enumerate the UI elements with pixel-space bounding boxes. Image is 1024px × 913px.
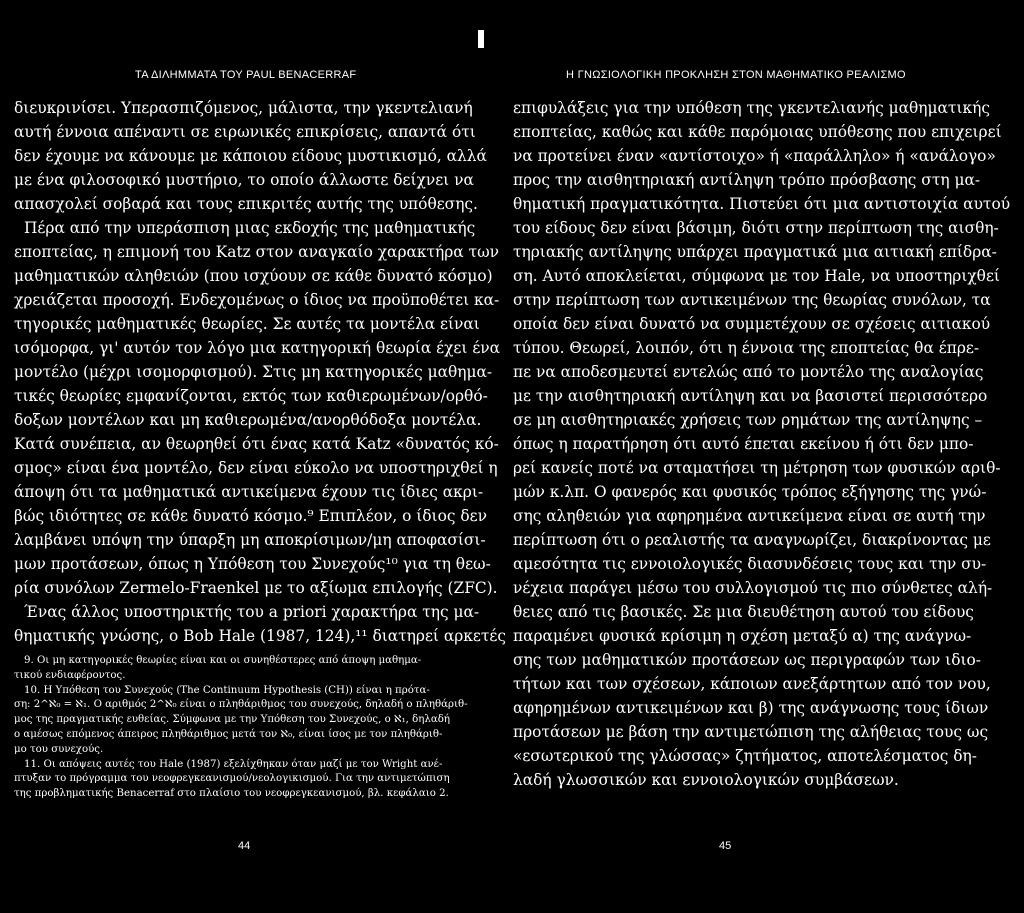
text-line: τύπου. Θεωρεί, λοιπόν, ότι η έννοια της εποπτείας θα έπρε-	[513, 339, 980, 357]
text-line: άποψη ότι τα μαθηματικά αντικείμενα έχουν τις ίδιες ακρι-	[14, 483, 484, 501]
footnote-line: πτυξαν το πρόγραμμα του νεοφρεγκεανισμού/νεολογικισμού. Για την αντιμετώπιση	[14, 773, 450, 785]
text-line: οποία δεν είναι δυνατό να συμμετέχουν σε σχέσεις αιτιακού	[513, 315, 991, 333]
text-line: τικές θεωρίες εμφανίζονται, εκτός των καθιερωμένων/ορθό-	[14, 387, 488, 405]
footnote-line: 11. Οι απόψεις αυτές του Hale (1987) εξελίχθηκαν όταν μαζί με τον Wright ανέ-	[24, 758, 443, 770]
footnote-line: μος της πραγματικής ευθείας. Σύμφωνα με την Υπόθεση του Συνεχούς, ο ℵ₁, δηλαδή	[14, 714, 450, 726]
text-line: απασχολεί σοβαρά και τους επικριτές αυτής της υπόθεσης.	[14, 195, 478, 213]
left-running-head: ΤΑ ΔΙΛΗΜΜΑΤΑ ΤΟΥ PAUL BENACERRAF	[135, 69, 357, 81]
text-line: Ένας άλλος υποστηρικτής του a priori χαρακτήρα της μα-	[24, 603, 480, 621]
text-line: δεν έχουμε να κάνουμε με κάποιου είδους μυστικισμό, αλλά	[14, 147, 487, 165]
text-line: του είδους δεν είναι βάσιμη, διότι στην περίπτωση της αισθη-	[513, 219, 999, 237]
footnote-line: ση: 2^ℵ₀ = ℵ₁. Ο αριθμός 2^ℵ₀ είναι ο πληθάριθμος του συνεχούς, δηλαδή ο πληθάριθ-	[14, 699, 468, 711]
footnotes	[14, 654, 468, 802]
text-line: «εσωτερικού της γλώσσας» ζητήματος, αποτελέσματος δη-	[513, 747, 977, 765]
left-page-number: 44	[238, 840, 251, 852]
footnote-line: ο αμέσως επόμενος άπειρος πληθάριθμος μετά τον ℵ₀, είναι ίσος με τον πληθάριθ-	[14, 728, 443, 740]
right-page-number: 45	[719, 840, 732, 852]
text-line: όπως η παρατήρηση ότι αυτό έπεται εκείνου ή ότι δεν μπο-	[513, 435, 974, 453]
text-line: να προτείνει έναν «αντίστοιχο» ή «παράλληλο» ή «ανάλογο»	[513, 147, 996, 165]
text-line: στην περίπτωση των αντικειμένων της θεωρίας συνόλων, τα	[513, 291, 991, 309]
text-line: επιφυλάξεις για την υπόθεση της γκεντελιανής μαθηματικής	[513, 99, 990, 117]
text-line: νέχεια παράγει μέσω του συλλογισμού τις πιο σύνθετες αλή-	[513, 579, 993, 597]
text-line: σης αληθειών για αφηρημένα αντικείμενα είναι σε αυτή την	[513, 507, 986, 525]
text-line: ρεί κανείς ποτέ να σταματήσει τη μέτρηση των φυσικών αριθ-	[513, 459, 1001, 477]
text-line: τηριακής αντίληψης υπάρχει πραγματικά μια αιτιακή επίδρα-	[513, 243, 997, 261]
text-line: θηματική πραγματικότητα. Πιστεύει ότι μια αντιστοιχία αυτού	[513, 195, 1011, 213]
text-line: περίπτωση ότι ο ρεαλιστής τα αναγνωρίζει, διακρίνοντας με	[513, 531, 991, 549]
text-line: εποπτείας, καθώς και κάθε παρόμοιας υπόθεσης που επιχειρεί	[513, 123, 1002, 141]
text-line: πε να αποδεσμευτεί εντελώς από το μοντέλο της αναλογίας	[513, 363, 984, 381]
text-line: σμος» είναι ένα μοντέλο, δεν είναι εύκολο να υποστηριχθεί η	[14, 459, 498, 477]
text-line: ισόμορφα, γι' αυτόν τον λόγο μια κατηγορική θεωρία έχει ένα	[14, 339, 501, 357]
footnote-line: 10. Η Υπόθεση του Συνεχούς (The Continuum Hypothesis (CH)) είναι η πρότα-	[24, 684, 430, 696]
text-line: θειες από τις βασικές. Σε μια διευθέτηση αυτού του είδους	[513, 603, 974, 621]
text-line: με την αισθητηριακή αντίληψη και να βασιστεί περισσότερο	[513, 387, 988, 405]
text-line: σε μη αισθητηριακές χρήσεις των ρημάτων της αντίληψης –	[513, 411, 983, 429]
text-line: δοξων μοντέλων και μη καθιερωμένα/ανορθόδοξα μοντέλα.	[14, 411, 482, 429]
text-line: εποπτείας, η επιμονή του Katz στον αναγκαίο χαρακτήρα των	[14, 243, 500, 261]
text-line: προτάσεων με βάση την αντιμετώπιση της αλήθειας τους ως	[513, 723, 989, 741]
text-line: θηματικής γνώσης, ο Bob Hale (1987, 124),¹¹ διατηρεί αρκετές	[14, 627, 506, 645]
text-line: προς την αισθητηριακή αντίληψη τρόπο πρόσβασης στη μα-	[513, 171, 981, 189]
text-line: τηγορικές μαθηματικές θεωρίες. Σε αυτές τα μοντέλα είναι	[14, 315, 480, 333]
text-line: σης των μαθηματικών προτάσεων ως περιγραφών των ιδιο-	[513, 651, 981, 669]
text-line: ση. Αυτό αποκλείεται, σύμφωνα με τον Hale, να υποστηριχθεί	[513, 267, 1000, 285]
text-line: τήτων και των σχέσεων, κάποιων ανεξάρτητων από τον νου,	[513, 675, 991, 693]
text-line: λαδή γλωσσικών και εννοιολογικών συμβάσεων.	[513, 771, 899, 789]
left-body-text	[14, 96, 506, 648]
text-line: αμεσότητα τις εννοιολογικές διασυνδέσεις τους και την συ-	[513, 555, 987, 573]
right-page	[484, 0, 1024, 913]
footnote-line: της προβληματικής Benacerraf στο πλαίσιο του νεοφρεγκεανισμού, βλ. κεφάλαιο 2.	[14, 788, 449, 800]
text-line: μων προτάσεων, όπως η Υπόθεση του Συνεχούς¹⁰ για τη θεω-	[14, 555, 491, 573]
text-line: μών κ.λπ. Ο φανερός και φυσικός τρόπος εξήγησης της γνώ-	[513, 483, 987, 501]
text-line: λαμβάνει υπόψη την ύπαρξη μη αποκρίσιμων/μη αποφασίσι-	[14, 531, 486, 549]
footnote-line: τικού ενδιαφέροντος.	[14, 669, 126, 681]
text-line: αυτή έννοια απέναντι σε ειρωνικές επικρίσεις, απαντά ότι	[14, 123, 476, 141]
text-line: μαθηματικών αληθειών (που ισχύουν σε κάθε δυνατό κόσμο)	[14, 267, 493, 285]
left-page	[0, 0, 506, 913]
text-line: διευκρινίσει. Υπερασπιζόμενος, μάλιστα, την γκεντελιανή	[14, 99, 473, 117]
text-line: αφηρημένων αντικειμένων και β) της ανάγνωσης τους ίδιων	[513, 699, 989, 717]
text-line: χρειάζεται προσοχή. Ενδεχομένως ο ίδιος να προϋποθέτει κα-	[14, 291, 500, 309]
right-running-head: Η ΓΝΩΣΙΟΛΟΓΙΚΗ ΠΡΟΚΛΗΣΗ ΣΤΟΝ ΜΑΘΗΜΑΤΙΚΟ ΡΕΑΛΙΣΜΟ	[566, 69, 906, 81]
text-line: ρία συνόλων Zermelo-Fraenkel με το αξίωμα επιλογής (ZFC).	[14, 579, 498, 597]
footnote-line: μο του συνεχούς.	[14, 743, 104, 755]
text-line: βώς ιδιότητες σε κάθε δυνατό κόσμο.⁹ Επιπλέον, ο ίδιος δεν	[14, 507, 487, 525]
text-line: παραμένει φυσικά κρίσιμη η σχέση μεταξύ α) της ανάγνω-	[513, 627, 972, 645]
text-line: Πέρα από την υπεράσπιση μιας εκδοχής της μαθηματικής	[24, 219, 476, 237]
text-line: Κατά συνέπεια, αν θεωρηθεί ότι ένας κατά Katz «δυνατός κό-	[14, 435, 499, 453]
right-body-text	[513, 96, 1011, 792]
text-line: με ένα φιλοσοφικό μυστήριο, το οποίο άλλωστε δείχνει να	[14, 171, 474, 189]
text-line: μοντέλο (μέχρι ισομορφισμού). Στις μη κατηγορικές μαθημα-	[14, 363, 493, 381]
footnote-line: 9. Οι μη κατηγορικές θεωρίες είναι και οι συνηθέστερες από άποψη μαθημα-	[24, 655, 422, 666]
